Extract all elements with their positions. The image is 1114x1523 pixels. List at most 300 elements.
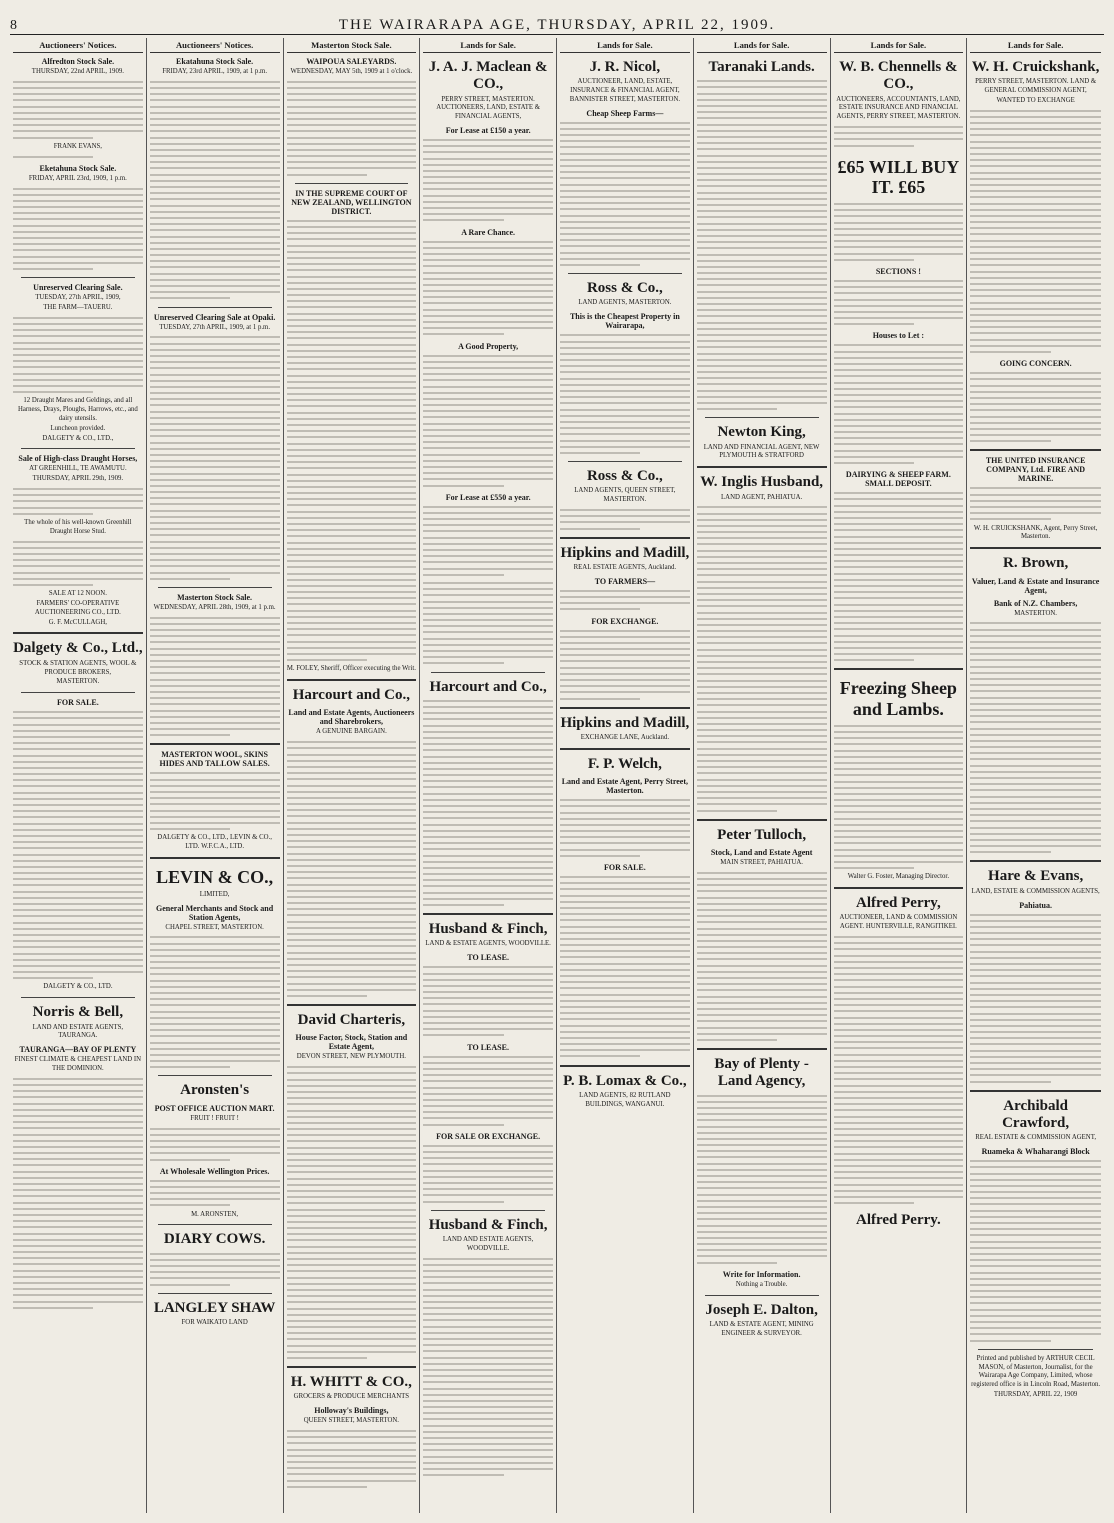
notice-heading: Sale of High-class Draught Horses, — [18, 454, 138, 464]
text-line — [970, 1079, 1051, 1085]
text-line — [560, 526, 640, 532]
text-line — [834, 1200, 914, 1206]
text-line — [423, 1199, 503, 1205]
text-line — [697, 808, 777, 814]
subline: W. H. CRUICKSHANK, Agent, Perry Street, Masterton. — [973, 524, 1098, 541]
notice-heading: This is the Cheapest Property in Wairarapa, — [569, 312, 680, 331]
subline: FRANK EVANS, — [53, 142, 102, 150]
body-copy — [560, 797, 690, 859]
column-3 — [284, 38, 421, 1513]
text-line — [287, 1355, 367, 1361]
double-divider — [970, 547, 1101, 549]
notice-heading: Masterton Stock Sale. — [177, 592, 253, 602]
divider — [158, 1293, 272, 1294]
body-copy — [697, 870, 827, 1043]
body-copy — [287, 79, 417, 178]
subline: STOCK & STATION AGENTS, WOOL & PRODUCE BROKERS, — [19, 659, 137, 676]
subline: THURSDAY, APRIL 22, 1909 — [993, 1391, 1078, 1399]
double-divider — [560, 748, 690, 750]
text-line — [834, 865, 914, 871]
advertiser-name: Husband & Finch, — [428, 1216, 548, 1233]
column-header: Lands for Sale. — [697, 38, 827, 53]
double-divider — [423, 913, 553, 915]
body-copy — [150, 615, 280, 739]
text-line — [287, 172, 367, 178]
advertiser-name: Newton King, — [717, 424, 806, 441]
divider — [978, 1349, 1093, 1350]
text-line — [970, 516, 1051, 522]
body-copy — [697, 1093, 827, 1266]
notice-heading: FOR EXCHANGE. — [591, 616, 659, 626]
advertiser-name: H. WHITT & CO., — [290, 1374, 412, 1391]
text-line — [834, 657, 914, 663]
body-copy — [697, 504, 827, 813]
body-copy — [697, 78, 827, 412]
divider — [158, 587, 272, 588]
subline: EXCHANGE LANE, Auckland. — [580, 734, 670, 742]
column-header: Lands for Sale. — [560, 38, 690, 53]
advertiser-name: J. A. J. Maclean & CO., — [428, 59, 548, 93]
column-header: Lands for Sale. — [970, 38, 1101, 53]
body-copy — [423, 504, 553, 578]
text-line — [423, 1472, 503, 1478]
advertiser-name: Ross & Co., — [586, 468, 663, 485]
text-line — [697, 406, 777, 412]
advertiser-name: Norris & Bell, — [32, 1004, 124, 1021]
advertiser-name: Archibald Crawford, — [1002, 1097, 1070, 1132]
text-line — [970, 349, 1051, 355]
column-6 — [694, 38, 831, 1513]
subline: WANTED TO EXCHANGE — [996, 96, 1075, 104]
notice-heading: Valuer, Land & Estate and Insurance Agent, — [971, 576, 1100, 595]
body-copy — [834, 342, 964, 466]
advertiser-name: W. Inglis Husband, — [700, 474, 824, 491]
body-copy — [970, 620, 1101, 855]
column-1 — [10, 38, 147, 1513]
notice-heading: THE UNITED INSURANCE COMPANY, Ltd. FIRE AND MARINE. — [985, 456, 1086, 484]
subline: DALGETY & CO., LTD. — [43, 983, 113, 991]
double-divider — [560, 707, 690, 709]
subline: LAND AND ESTATE AGENTS, TAURANGA. — [32, 1023, 124, 1040]
subline: LAND AGENTS, MASTERTON. — [578, 299, 672, 307]
double-divider — [150, 857, 280, 859]
text-line — [834, 460, 914, 466]
display-headline: £65 WILL BUY IT. £65 — [837, 156, 960, 198]
advertiser-name: Joseph E. Dalton, — [705, 1301, 818, 1318]
notice-heading: FOR SALE. — [603, 863, 646, 872]
subline: AUCTIONEER, LAND, ESTATE, INSURANCE & FINANCIAL AGENT, BANNISTER STREET, MASTERTON. — [569, 78, 681, 103]
advertiser-name: LANGLEY SHAW — [153, 1299, 276, 1316]
body-copy — [560, 588, 690, 613]
double-divider — [697, 819, 827, 821]
subline: AUCTIONEERS, ACCOUNTANTS, LAND, ESTATE INSURANCE AND FINANCIAL AGENTS, PERRY STREET, MASTERTON. — [836, 95, 961, 121]
subline: The whole of his well-known Greenhill Draught Horse Stud. — [24, 519, 132, 535]
body-copy — [150, 1126, 280, 1163]
subline: M. ARONSTEN, — [191, 1210, 239, 1218]
advertiser-name: W. B. Chennells & CO., — [839, 59, 958, 93]
subline: PERRY STREET, MASTERTON. LAND & GENERAL COMMISSION AGENT, — [975, 78, 1097, 95]
notice-heading: Unreserved Clearing Sale. — [33, 283, 123, 293]
subline: SALE AT 12 NOON. — [48, 590, 107, 598]
body-copy — [834, 490, 964, 663]
body-copy — [560, 332, 690, 456]
notice-heading: SECTIONS ! — [875, 266, 921, 276]
text-line — [150, 295, 230, 301]
notice-heading: Stock, Land and Estate Agent — [710, 847, 813, 857]
subline: CHAPEL STREET, MASTERTON. — [165, 923, 264, 931]
subline: LAND, ESTATE & COMMISSION AGENTS, — [971, 887, 1100, 895]
divider — [295, 183, 409, 184]
body-copy — [13, 186, 143, 273]
body-copy — [834, 278, 964, 328]
body-copy — [13, 486, 143, 517]
subline: M. FOLEY, Sheriff, Officer executing the Writ. — [286, 665, 416, 673]
notice-heading: Eketahuna Stock Sale. — [39, 163, 117, 173]
display-headline: LEVIN & CO., — [156, 867, 274, 888]
subline: FRIDAY, 23rd APRIL, 1909, at 1 p.m. — [162, 68, 268, 75]
body-copy — [423, 580, 553, 667]
double-divider — [970, 449, 1101, 451]
subline: LAND AGENT, PAHIATUA. — [721, 493, 803, 501]
advertiser-name: Ross & Co., — [586, 280, 663, 297]
masthead — [10, 12, 1104, 35]
subline: FINEST CLIMATE & CHEAPEST LAND IN THE DOMINION. — [14, 1056, 142, 1073]
body-copy — [423, 353, 553, 489]
double-divider — [560, 1065, 690, 1067]
subline: LAND AND FINANCIAL AGENT, NEW PLYMOUTH & STRATFORD — [703, 443, 820, 460]
double-divider — [970, 1090, 1101, 1092]
page-number: 8 — [10, 18, 17, 33]
display-headline: Freezing Sheep and Lambs. — [839, 678, 957, 720]
subline: REAL ESTATE AGENTS, Auckland. — [573, 563, 677, 571]
body-copy — [560, 874, 690, 1060]
divider — [158, 1075, 272, 1076]
text-line — [13, 975, 93, 981]
body-copy — [150, 1178, 280, 1209]
body-copy — [423, 1256, 553, 1479]
text-line — [560, 262, 640, 268]
notice-heading: TO FARMERS— — [594, 576, 656, 586]
double-divider — [560, 537, 690, 539]
text-line — [150, 732, 230, 738]
subline: PERRY STREET, MASTERTON. AUCTIONEERS, LAND, ESTATE & FINANCIAL AGENTS, — [436, 95, 541, 121]
subline: FRUIT ! FRUIT ! — [190, 1114, 239, 1122]
subline: LAND AGENTS, 82 RUTLAND BUILDINGS, WANGANUI. — [579, 1091, 671, 1108]
body-copy — [150, 334, 280, 582]
body-copy — [423, 698, 553, 908]
subline: 12 Draught Mares and Geldings, and all Harness, Drays, Ploughs, Harrows, etc., and dairy utensils. — [17, 397, 138, 422]
subline: FOR WAIKATO LAND — [181, 1319, 248, 1327]
text-line — [560, 1053, 640, 1059]
advertiser-name: W. H. Cruickshank, — [971, 59, 1100, 75]
text-line — [970, 438, 1051, 444]
text-line — [13, 1305, 93, 1311]
notice-heading: Land and Estate Agent, Perry Street, Masterton. — [561, 777, 689, 796]
body-copy — [970, 485, 1101, 522]
text-line — [13, 154, 93, 160]
body-copy — [423, 1143, 553, 1205]
subline: THURSDAY, APRIL 29th, 1909. — [32, 475, 124, 483]
divider — [21, 277, 135, 278]
subline: THE FARM—TAUERU. — [43, 304, 113, 311]
divider — [21, 448, 135, 449]
advertiser-name: David Charteris, — [297, 1012, 406, 1029]
text-line — [423, 1032, 503, 1038]
body-copy — [970, 912, 1101, 1085]
advertiser-name: Aronsten's — [180, 1082, 250, 1099]
subline: LAND AGENTS, QUEEN STREET, MASTERTON. — [574, 487, 676, 504]
double-divider — [697, 466, 827, 468]
text-line — [150, 1157, 230, 1163]
column-8 — [967, 38, 1104, 1513]
notice-heading: TO LEASE. — [467, 953, 509, 963]
subline: Nothing a Trouble. — [735, 1280, 788, 1288]
text-line — [423, 902, 503, 908]
notice-heading: TO LEASE. — [467, 1042, 509, 1052]
body-copy — [13, 154, 143, 160]
subline: LIMITED, — [199, 890, 230, 898]
text-line — [287, 657, 367, 663]
text-line — [13, 511, 93, 517]
notice-heading: For Lease at £550 a year. — [445, 492, 531, 502]
notice-heading: FOR SALE OR EXCHANGE. — [436, 1131, 541, 1141]
body-copy — [287, 1064, 417, 1361]
notice-heading: MASTERTON WOOL, SKINS HIDES AND TALLOW SALES. — [159, 750, 270, 769]
notice-heading: For Lease at £150 a year. — [445, 125, 531, 135]
subline: AUCTIONEER, LAND & COMMISSION AGENT. HUNTERVILLE, RANGITIKEI. — [839, 914, 958, 931]
text-line — [150, 826, 230, 832]
body-copy — [970, 108, 1101, 356]
text-line — [13, 389, 93, 395]
body-copy — [13, 315, 143, 395]
body-copy — [13, 1076, 143, 1311]
double-divider — [834, 668, 964, 670]
subline: LAND AND ESTATE AGENTS, WOODVILLE. — [442, 1235, 534, 1252]
double-divider — [697, 1048, 827, 1050]
columns — [10, 38, 1104, 1513]
text-line — [834, 257, 914, 263]
column-header: Lands for Sale. — [834, 38, 964, 53]
subline: WEDNESDAY, APRIL 28th, 1909, at 1 p.m. — [153, 603, 276, 611]
subline: DALGETY & CO., LTD., — [42, 434, 114, 442]
body-copy — [150, 770, 280, 832]
notice-heading: DAIRYING & SHEEP FARM. SMALL DEPOSIT. — [845, 470, 951, 489]
advertiser-name: Alfred Perry. — [856, 1212, 941, 1229]
body-copy — [287, 1428, 417, 1490]
text-line — [834, 321, 914, 327]
advertiser-name: Bay of Plenty - Land Agency, — [714, 1056, 809, 1090]
subline: LAND & ESTATE AGENT, MINING ENGINEER & SURVEYOR. — [709, 1320, 814, 1337]
advertiser-name: DIARY COWS. — [163, 1231, 266, 1248]
subline: TUESDAY, 27th APRIL, 1909, at 1 p.m. — [159, 323, 271, 331]
body-copy — [150, 79, 280, 302]
advertiser-name: Peter Tulloch, — [717, 826, 807, 843]
notice-heading: Pahiatua. — [1019, 900, 1052, 910]
subline: FRIDAY, APRIL 23rd, 1909, 1 p.m. — [28, 174, 127, 182]
divider — [21, 692, 135, 693]
text-line — [423, 660, 503, 666]
notice-heading: WAIPOUA SALEYARDS. — [306, 57, 397, 66]
advertiser-name: Husband & Finch, — [428, 921, 548, 938]
text-line — [560, 450, 640, 456]
notice-heading: Unreserved Clearing Sale at Opaki. — [153, 312, 276, 322]
body-copy — [834, 723, 964, 872]
body-copy — [423, 964, 553, 1038]
notice-heading: Alfredton Stock Sale. — [41, 57, 115, 66]
notice-heading: General Merchants and Stock and Station Agents, — [156, 903, 274, 922]
advertiser-name: Taranaki Lands. — [708, 59, 815, 75]
body-copy — [423, 137, 553, 224]
text-line — [834, 143, 914, 149]
subline: Printed and published by ARTHUR CECIL MASON, of Masterton, Journalist, for the Wairarapa Age Company, Limited, whose registered office is in Lincoln Road, Masterton. — [971, 1354, 1101, 1389]
notice-heading: GOING CONCERN. — [999, 359, 1072, 369]
notice-heading: POST OFFICE AUCTION MART. — [154, 1103, 275, 1113]
notice-heading: Houses to Let : — [872, 331, 925, 341]
subline: G. F. McCULLAGH, — [48, 618, 107, 626]
text-line — [150, 1282, 230, 1288]
subline: MAIN STREET, PAHIATUA. — [720, 858, 803, 866]
body-copy — [834, 201, 964, 263]
newspaper-title: THE WAIRARAPA AGE, THURSDAY, APRIL 22, 1909. — [338, 17, 776, 33]
text-line — [423, 217, 503, 223]
subline: DEVON STREET, NEW PLYMOUTH. — [296, 1053, 406, 1061]
text-line — [423, 483, 503, 489]
subline: WEDNESDAY, MAY 5th, 1909 at 1 o'clock. — [290, 68, 413, 75]
double-divider — [287, 1366, 417, 1368]
text-line — [970, 1338, 1051, 1344]
subline: MASTERTON. — [56, 678, 100, 686]
subline: TUESDAY, 27th APRIL, 1909, — [35, 294, 121, 302]
double-divider — [970, 860, 1101, 862]
column-header: Lands for Sale. — [423, 38, 553, 53]
divider — [158, 1224, 272, 1225]
text-line — [697, 1037, 777, 1043]
text-line — [150, 576, 230, 582]
body-copy — [287, 739, 417, 999]
text-line — [13, 135, 93, 141]
column-header: Auctioneers' Notices. — [13, 38, 143, 53]
double-divider — [13, 632, 143, 634]
body-copy — [560, 507, 690, 532]
subline: QUEEN STREET, MASTERTON. — [303, 1417, 399, 1425]
text-line — [423, 331, 503, 337]
double-divider — [150, 743, 280, 745]
subline: THURSDAY, 22nd APRIL, 1909. — [31, 68, 124, 75]
column-7 — [831, 38, 968, 1513]
notice-heading: Write for Information. — [722, 1269, 801, 1279]
advertiser-name: Harcourt and Co., — [292, 687, 410, 704]
notice-heading: Ekatahuna Stock Sale. — [176, 57, 254, 66]
text-line — [150, 1202, 230, 1208]
subline: GROCERS & PRODUCE MERCHANTS — [293, 1393, 410, 1401]
notice-heading: Cheap Sheep Farms— — [586, 108, 664, 118]
body-copy — [970, 1158, 1101, 1344]
body-copy — [560, 628, 690, 702]
advertiser-name: Dalgety & Co., Ltd., — [13, 640, 143, 657]
column-5 — [557, 38, 694, 1513]
text-line — [970, 849, 1051, 855]
subline: Luncheon provided. — [50, 424, 106, 432]
body-copy — [13, 79, 143, 141]
body-copy — [423, 1054, 553, 1128]
double-divider — [287, 1004, 417, 1006]
column-2 — [147, 38, 284, 1513]
notice-heading: TAURANGA—BAY OF PLENTY — [19, 1045, 137, 1055]
double-divider — [834, 887, 964, 889]
text-line — [287, 993, 367, 999]
divider — [431, 1210, 545, 1211]
advertiser-name: Hipkins and Madill, — [560, 544, 690, 561]
column-header: Masterton Stock Sale. — [287, 38, 417, 53]
notice-heading: House Factor, Stock, Station and Estate Agent, — [295, 1033, 408, 1052]
subline: MASTERTON. — [1014, 609, 1057, 617]
advertiser-name: Hipkins and Madill, — [560, 714, 690, 731]
notice-heading: FOR SALE. — [56, 698, 99, 708]
advertiser-name: R. Brown, — [1003, 555, 1069, 572]
notice-heading: At Wholesale Wellington Prices. — [159, 1166, 270, 1176]
divider — [158, 307, 272, 308]
body-copy — [287, 218, 417, 664]
text-line — [560, 606, 640, 612]
body-copy — [13, 709, 143, 981]
advertiser-name: Harcourt and Co., — [429, 678, 547, 695]
notice-heading: Bank of N.Z. Chambers, — [993, 598, 1078, 608]
column-header: Auctioneers' Notices. — [150, 38, 280, 53]
advertiser-name: P. B. Lomax & Co., — [563, 1072, 687, 1089]
text-line — [423, 572, 503, 578]
divider — [705, 417, 819, 418]
text-line — [560, 853, 640, 859]
body-copy — [834, 934, 964, 1206]
subline: REAL ESTATE & COMMISSION AGENT, — [975, 1134, 1097, 1142]
divider — [21, 997, 135, 998]
text-line — [13, 266, 93, 272]
notice-heading: A Rare Chance. — [461, 227, 516, 237]
body-copy — [13, 539, 143, 589]
text-line — [150, 1064, 230, 1070]
body-copy — [970, 370, 1101, 444]
notice-heading: Ruameka & Whaharangi Block — [981, 1147, 1090, 1157]
notice-heading: Holloway's Buildings, — [314, 1406, 389, 1416]
text-line — [13, 582, 93, 588]
notice-heading: IN THE SUPREME COURT OF NEW ZEALAND, WELLINGTON DISTRICT. — [291, 188, 412, 216]
subline: LAND & ESTATE AGENTS, WOODVILLE. — [425, 940, 551, 948]
text-line — [287, 1484, 367, 1490]
subline: FARMERS' CO-OPERATIVE AUCTIONEERING CO., LTD. — [34, 599, 121, 616]
body-copy — [423, 239, 553, 338]
body-copy — [150, 934, 280, 1070]
body-copy — [150, 1251, 280, 1288]
notice-heading: Land and Estate Agents, Auctioneers and Sharebrokers, — [288, 708, 415, 727]
divider — [568, 273, 682, 274]
notice-heading: A Good Property, — [458, 341, 519, 351]
advertiser-name: J. R. Nicol, — [589, 59, 661, 75]
column-4 — [420, 38, 557, 1513]
subline: A GENUINE BARGAIN. — [315, 728, 387, 736]
subline: DALGETY & CO., LTD., LEVIN & CO., LTD. W.F.C.A., LTD. — [157, 834, 272, 851]
body-copy — [834, 124, 964, 149]
advertiser-name: Hare & Evans, — [988, 868, 1084, 885]
advertiser-name: F. P. Welch, — [587, 755, 662, 772]
divider — [431, 672, 545, 673]
text-line — [423, 1122, 503, 1128]
divider — [568, 461, 682, 462]
subline: AT GREENHILL, TE AWAMUTU. — [29, 465, 127, 473]
text-line — [560, 696, 640, 702]
divider — [705, 1295, 819, 1296]
advertiser-name: Alfred Perry, — [856, 895, 941, 912]
text-line — [697, 1260, 777, 1266]
